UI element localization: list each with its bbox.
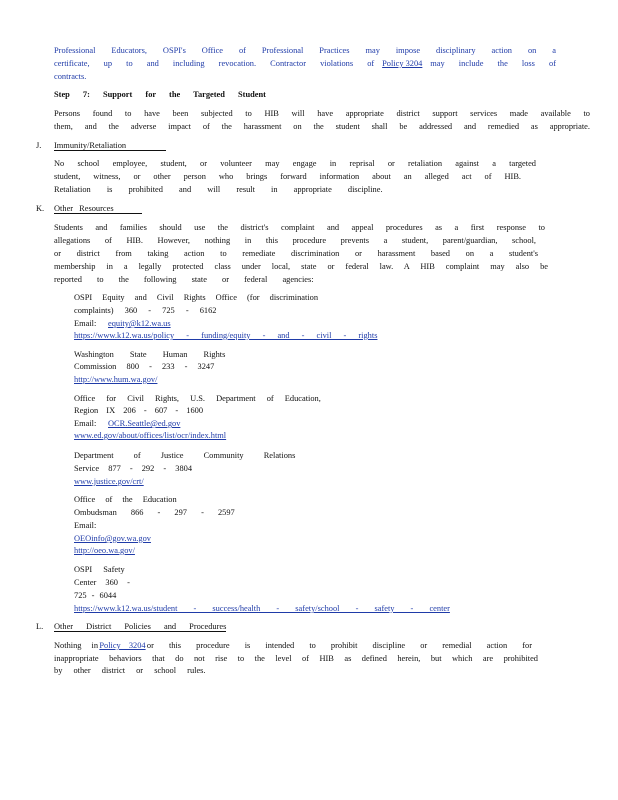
- resource-2-url-link[interactable]: http://www.hum.wa.gov/: [74, 375, 158, 384]
- resource-1-email-label: Email:: [74, 319, 97, 328]
- resource-3-line-2: Region IX 206 - 607 - 1600: [74, 406, 204, 415]
- resource-3-line-1: Office for Civil Rights, U.S. Department of Education,: [74, 394, 321, 403]
- top-line-2-text: certificate, up to and including revocation. Contractor violations of: [54, 59, 375, 68]
- section-l-line-1-start: Nothing in: [54, 641, 99, 650]
- resource-3-email-label: Email:: [74, 419, 97, 428]
- section-j-title: Immunity/Retaliation: [54, 141, 127, 150]
- section-k-letter: K.: [36, 204, 45, 213]
- resource-5-url-link[interactable]: http://oeo.wa.gov/: [74, 546, 135, 555]
- resource-2-line-1: Washington State Human Rights: [74, 350, 226, 359]
- top-line-3: contracts.: [54, 72, 87, 81]
- section-j-line-1: No school employee, student, or volunteer may engage in reprisal or retaliation against a targeted: [54, 159, 536, 168]
- section-k-line-5: reported to the following state or federal agencies:: [54, 275, 314, 284]
- resource-1-line-2: complaints) 360 - 725 - 6162: [74, 306, 217, 315]
- resource-6-line-2: Center 360 -: [74, 578, 130, 587]
- resource-5-email-link[interactable]: OEOinfo@gov.wa.gov: [74, 534, 151, 543]
- resource-1-url-link[interactable]: https://www.k12.wa.us/policy - funding/equity - and - civil - rights: [74, 331, 378, 340]
- resource-4-line-2: Service 877 - 292 - 3804: [74, 464, 193, 473]
- top-line-2: [54, 58, 556, 70]
- section-l-line-3: by other district or school rules.: [54, 666, 206, 675]
- resource-5-line-1: Office of the Education: [74, 495, 177, 504]
- section-l-line-1: [54, 640, 532, 652]
- resource-4-url-link[interactable]: www.justice.gov/crt/: [74, 477, 144, 486]
- section-l-letter: L.: [36, 622, 44, 631]
- section-l-title: Other District Policies and Procedures: [54, 622, 227, 631]
- section-j-underline: [54, 150, 166, 151]
- policy-3204-link[interactable]: Policy 3204: [99, 641, 146, 650]
- section-k-line-4: membership in a legally protected class under local, state or federal law. A HIB complaint may also be: [54, 262, 548, 271]
- policy-3204-link[interactable]: Policy 3204: [382, 59, 423, 68]
- resource-2-line-2: Commission 800 - 233 - 3247: [74, 362, 215, 371]
- section-l-line-1-end: or this procedure is intended to prohibit discipline or remedial action for: [146, 641, 532, 650]
- resource-6-line-1: OSPI Safety: [74, 565, 125, 574]
- step7-line-2: them, and the adverse impact of the harassment on the student shall be addressed and remedied as appropriate.: [54, 122, 590, 131]
- resource-5-line-2: Ombudsman 866 - 297 - 2597: [74, 508, 235, 517]
- resource-1-line-1: OSPI Equity and Civil Rights Office (for discrimination: [74, 293, 319, 302]
- section-k-underline: [54, 213, 142, 214]
- resource-1-email-link[interactable]: equity@k12.wa.us: [108, 319, 171, 328]
- section-j-letter: J.: [36, 141, 42, 150]
- section-l-underline: [54, 631, 226, 632]
- resource-3-email-link[interactable]: OCR.Seattle@ed.gov: [108, 419, 181, 428]
- section-k-line-2: allegations of HIB. However, nothing in this procedure prevents a student, parent/guardian, school,: [54, 236, 536, 245]
- resource-5-email-label: Email:: [74, 521, 97, 530]
- resource-6-line-3: 725 - 6044: [74, 591, 117, 600]
- resource-3-url-link[interactable]: www.ed.gov/about/offices/list/ocr/index.html: [74, 431, 227, 440]
- section-l-line-2: inappropriate behaviors that do not rise to the level of HIB as defined herein, but which are prohibited: [54, 654, 538, 663]
- resource-4-line-1: Department of Justice Community Relations: [74, 451, 296, 460]
- section-j-line-2: student, witness, or other person who brings forward information about an alleged act of HIB.: [54, 172, 521, 181]
- section-j-line-3: Retaliation is prohibited and will result in appropriate discipline.: [54, 185, 383, 194]
- step7-line-1: Persons found to have been subjected to HIB will have appropriate district support services made available to: [54, 109, 590, 118]
- section-k-line-3: or district from taking action to remediate discrimination or harassment based on a student's: [54, 249, 538, 258]
- resource-6-url-link[interactable]: https://www.k12.wa.us/student - success/health - safety/school - safety - center: [74, 604, 450, 613]
- section-k-line-1: Students and families should use the district's complaint and appeal procedures as a first response to: [54, 223, 545, 232]
- top-line-1: Professional Educators, OSPI's Office of Professional Practices may impose disciplinary action on a: [54, 46, 556, 55]
- step7-heading: Step 7: Support for the Targeted Student: [54, 90, 266, 99]
- top-line-2-tail: may include the loss of: [430, 59, 556, 68]
- section-k-title: Other Resources: [54, 204, 114, 213]
